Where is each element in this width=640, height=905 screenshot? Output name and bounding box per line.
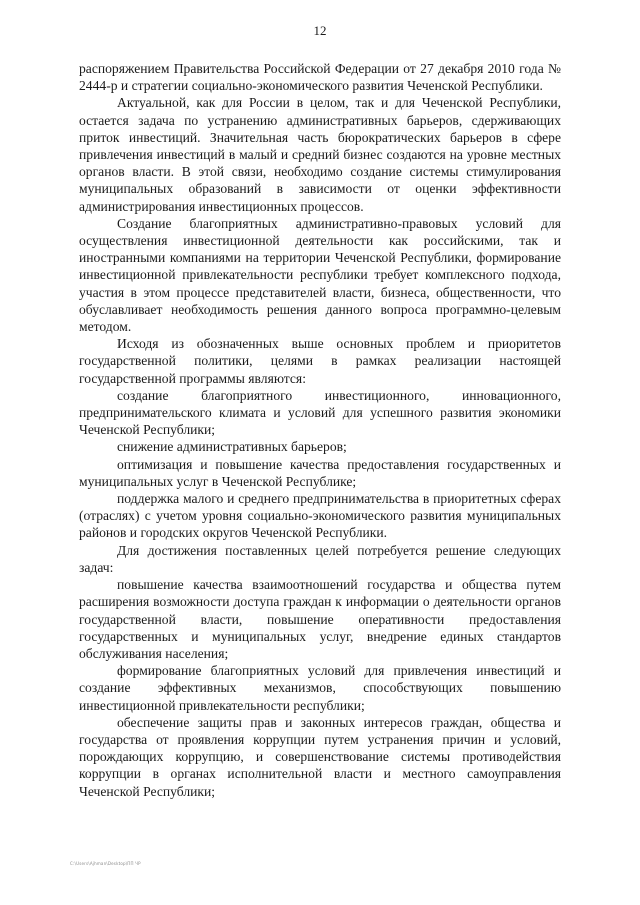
paragraph: Для достижения поставленных целей потребуется решение следующих задач: <box>79 542 561 575</box>
paragraph: Создание благоприятных административно-правовых условий для осуществления инвестиционной деятельности как российскими, так и иностранными компаниями на территории Чеченской Республики, формирование инвестиционной привлекательности республики требует комплексного подхода, участия в этом процессе представителей власти, бизнеса, общественности, что обуславливает необходимость решения данного вопроса программно-целевым методом. <box>79 215 561 335</box>
page-number: 12 <box>313 23 327 38</box>
list-item-goal: оптимизация и повышение качества предоставления государственных и муниципальных услуг в Чеченской Республике; <box>79 456 561 489</box>
file-path-footer: C:\Users\Ajhman\Desktop\ПП ЧР <box>70 861 141 866</box>
body-text <box>79 60 561 800</box>
list-item-goal: поддержка малого и среднего предпринимательства в приоритетных сферах (отраслях) с учетом уровня социально-экономического развития муниципальных районов и городских округов Чеченской Республики. <box>79 491 561 541</box>
list-item-task: повышение качества взаимоотношений государства и общества путем расширения возможности доступа граждан к информации о деятельности органов государственной власти, повышение оперативности предоставления государственных и муниципальных услуг, внедрение единых стандартов обслуживания населения; <box>79 577 561 661</box>
paragraph: Актуальной, как для России в целом, так и для Чеченской Республики, остается задача по устранению административных барьеров, сдерживающих приток инвестиций. Значительная часть бюрократических барьеров в сфере привлечения инвестиций в малый и средний бизнес создаются на уровне местных органов власти. В этой связи, необходимо создание системы стимулирования муниципальных образований в зависимости от оценки эффективности администрирования инвестиционных процессов. <box>79 95 561 214</box>
list-item-task: обеспечение защиты прав и законных интересов граждан, общества и государства от проявления коррупции путем устранения причин и условий, порождающих коррупцию, и совершенствование системы противодействия коррупции в органах исполнительной власти и местного самоуправления Чеченской Республики; <box>79 714 561 799</box>
paragraph: Исходя из обозначенных выше основных проблем и приоритетов государственной политики, целями в рамках реализации настоящей государственной программы являются: <box>79 336 561 386</box>
list-item-goal: создание благоприятного инвестиционного, инновационного, предпринимательского климата и условий для успешного развития экономики Чеченской Республики; <box>79 387 561 438</box>
paragraph-continuation: распоряжением Правительства Российской Федерации от 27 декабря 2010 года № 2444-р и стратегии социально-экономического развития Чеченской Республики. <box>79 61 561 94</box>
list-item-task: формирование благоприятных условий для привлечения инвестиций и создание эффективных механизмов, способствующих повышению инвестиционной привлекательности республики; <box>79 663 561 713</box>
list-item-goal: снижение административных барьеров; <box>117 439 347 455</box>
